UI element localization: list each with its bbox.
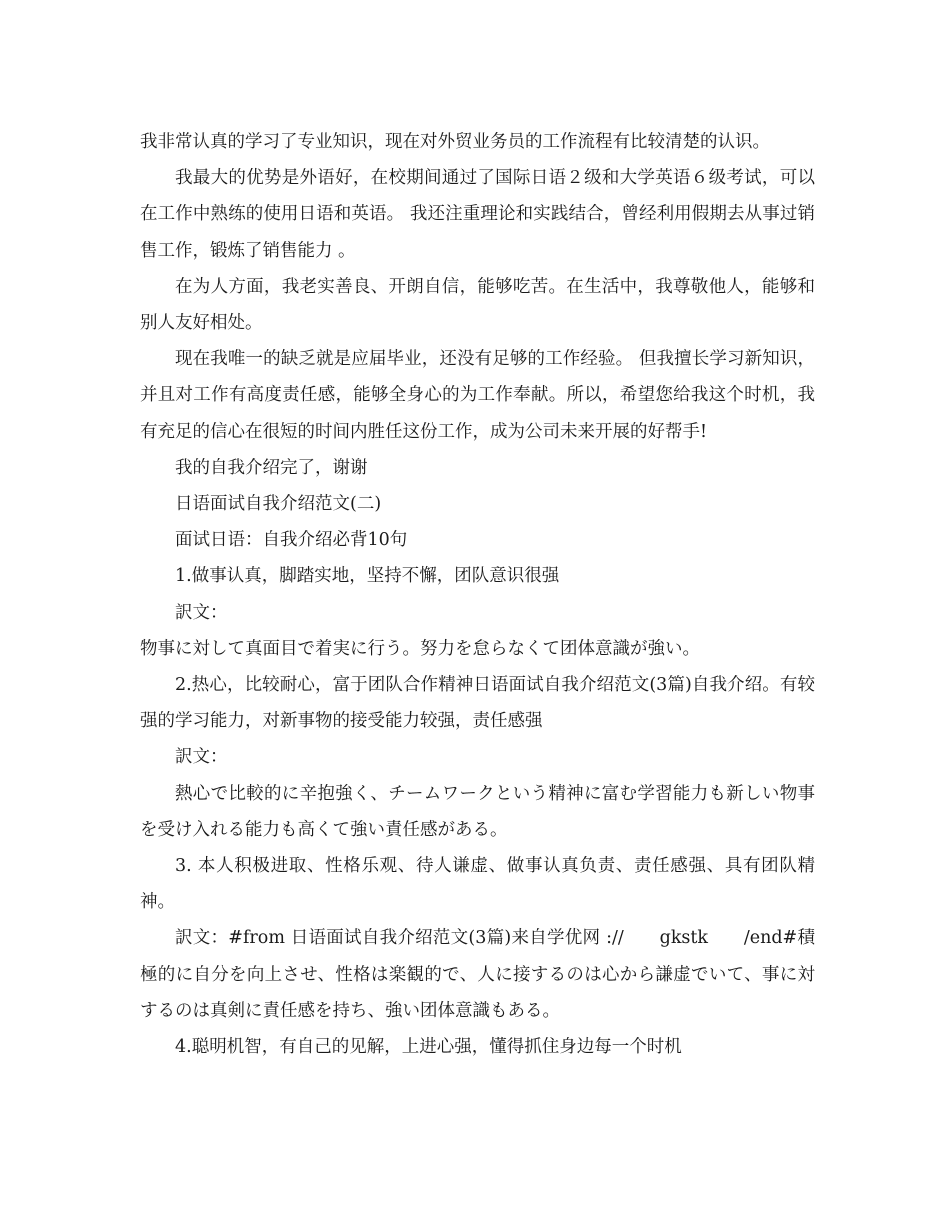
paragraph: 我非常认真的学习了专业知识，现在对外贸业务员的工作流程有比较清楚的认识。 xyxy=(140,132,770,152)
paragraph: 我的自我介绍完了，谢谢 xyxy=(175,457,368,478)
paragraph: 现在我唯一的缺乏就是应届毕业，还没有足够的工作经验。 但我擅长学习新知识，并且对工作有高度责任感，能够全身心的为工作奉献。所以，希望您给我这个时机，我有充足的信心在很短的时间内胜任这份工作，成为公司未来开展的好帮手! xyxy=(140,349,815,442)
translation-text: 熱心で比較的に辛抱強く、チームワークという精神に富む学習能力も新しい物事を受け入れる能力も高くて強い責任感がある。 xyxy=(140,783,815,840)
document-body xyxy=(140,124,815,1065)
paragraph: 在为人方面，我老实善良、开朗自信，能够吃苦。在生活中，我尊敬他人，能够和别人友好相处。 xyxy=(140,276,815,334)
section-subheading: 面试日语：自我介绍必背10句 xyxy=(175,530,408,551)
translation-text: 物事に対して真面目で着実に行う。努力を怠らなくて团体意識が強い。 xyxy=(140,638,700,659)
list-item: 2.热心，比较耐心，富于团队合作精神日语面试自我介绍范文(3篇)自我介绍。有较强的学习能力，对新事物的接受能力较强，责任感强 xyxy=(140,675,815,732)
list-item: 4.聪明机智，有自己的见解，上进心强，懂得抓住身边每一个时机 xyxy=(175,1037,682,1058)
translation-label: 訳文： xyxy=(175,602,228,623)
list-item: 1.做事认真，脚踏实地，坚持不懈，团队意识很强 xyxy=(175,566,560,587)
translation-text: 訳文：#from 日语面试自我介绍范文(3篇)来自学优网 :// gkstk /end#積極的に自分を向上させ、性格は楽観的で、人に接するのは心から謙虚でいて、事に対するのは真剣に責任感を持ち、強い团体意識もある。 xyxy=(140,928,815,1021)
list-item: 3. 本人积极进取、性格乐观、待人谦虚、做事认真负责、责任感强、具有团队精神。 xyxy=(140,856,815,913)
section-heading: 日语面试自我介绍范文(二) xyxy=(175,494,382,515)
translation-label: 訳文： xyxy=(175,747,228,768)
paragraph: 我最大的优势是外语好，在校期间通过了国际日语２级和大学英语６级考试，可以在工作中熟练的使用日语和英语。 我还注重理论和实践结合，曾经利用假期去从事过销售工作，锻炼了销售能力 。 xyxy=(140,168,815,261)
